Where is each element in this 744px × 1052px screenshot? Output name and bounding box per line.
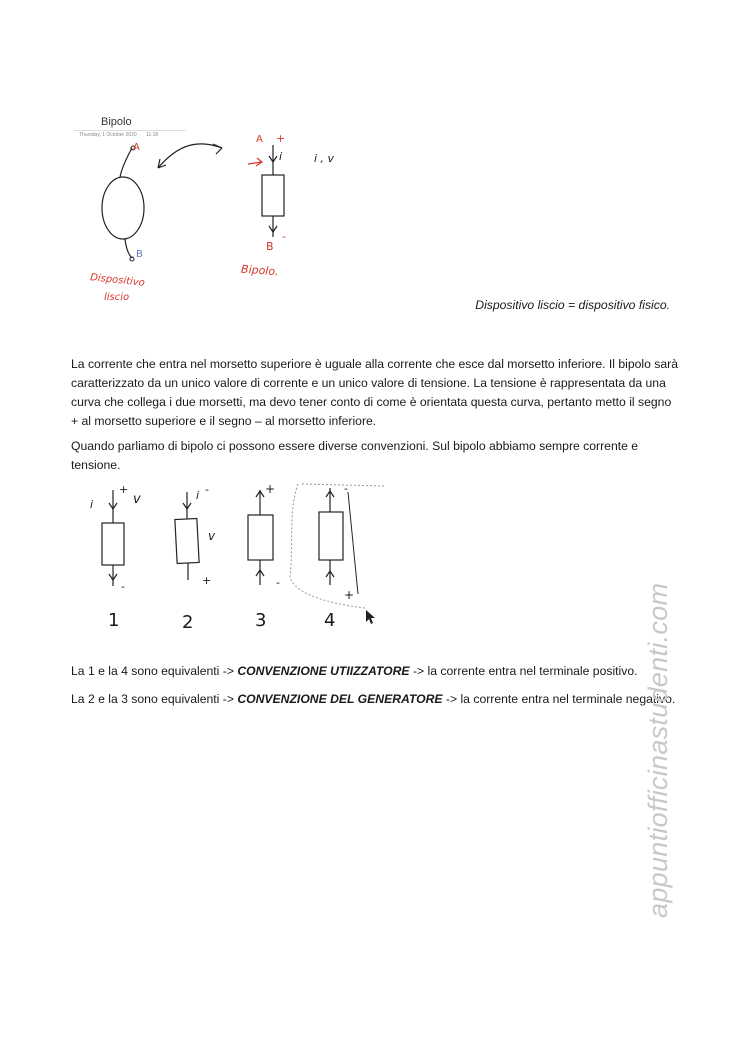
- conv2-plus: +: [202, 574, 212, 587]
- red-current-arrow: [248, 158, 262, 166]
- bipole-label-a: A: [256, 134, 263, 145]
- paragraph-1-text: La corrente che entra nel morsetto superiore è uguale alla corrente che esce dal morsetto inferiore. Il bipolo sarà caratterizzato da un unico valore di corrente e un unico valore di tensione. La tensione è rappresentata da una curva che collega i due morsetti, ma devo tener conto di come è orientata questa curva, pertanto metto il segno + al morsetto superiore e il segno – al morsetto inferiore.: [71, 357, 679, 428]
- conv3-minus: -: [276, 576, 280, 589]
- bipole-rect: [262, 175, 284, 216]
- sketch-title: Bipolo: [101, 116, 132, 128]
- bipole-minus: -: [282, 230, 286, 243]
- bipole-caption: Bipolo.: [240, 262, 280, 279]
- line1-bold: CONVENZIONE UTIIZZATORE: [237, 664, 410, 678]
- conv-number-4: 4: [324, 610, 336, 631]
- device-top-wire: [120, 148, 132, 177]
- voltage-line-4: [348, 492, 358, 594]
- cursor-icon: [366, 610, 375, 624]
- line1-post: -> la corrente entra nel terminale positivo.: [409, 664, 638, 678]
- line2-bold: CONVENZIONE DEL GENERATORE: [237, 692, 443, 706]
- line1-pre: La 1 e la 4 sono equivalenti ->: [71, 664, 238, 678]
- device-caption-2: liscio: [104, 292, 130, 303]
- conv2-v: v: [208, 529, 216, 543]
- paragraph-1: [71, 355, 681, 431]
- device-blob: [102, 177, 144, 239]
- conv2-minus: -: [205, 483, 209, 496]
- conv4-minus: -: [344, 482, 348, 495]
- conv3-plus: +: [265, 482, 276, 496]
- conv-number-2: 2: [182, 612, 194, 633]
- side-label-iv: i , v: [314, 152, 335, 165]
- dotted-selection: [290, 484, 385, 608]
- conv-number-3: 3: [255, 610, 267, 631]
- conv1-plus: +: [119, 483, 129, 496]
- bipole-2: [175, 518, 199, 563]
- conv4-plus: +: [344, 588, 355, 602]
- conv1-i: i: [90, 498, 94, 511]
- conv2-i: i: [196, 489, 200, 502]
- conv1-minus: -: [121, 580, 125, 593]
- device-caption-1: Dispositivo: [89, 272, 146, 289]
- sketch-date: Thursday, 1 October 2020: [79, 132, 137, 138]
- bipole-sketch: [70, 112, 370, 312]
- paragraph-2-text: Quando parliamo di bipolo ci possono essere diverse convenzioni. Sul bipolo abbiamo sempre corrente e tensione.: [71, 439, 639, 472]
- figure-caption: Dispositivo liscio = dispositivo fisico.: [475, 298, 670, 312]
- bipole-4: [319, 512, 343, 560]
- bipole-current-i: i: [279, 150, 283, 163]
- device-bottom-wire: [125, 239, 132, 258]
- watermark: appuntiofficinastudenti.com: [643, 582, 673, 918]
- label-b: B: [136, 249, 143, 260]
- conv1-v: v: [133, 492, 141, 507]
- convention-line-2: [71, 690, 711, 709]
- conventions-drawing: [80, 482, 400, 642]
- paragraph-2: [71, 437, 681, 475]
- conv-number-1: 1: [108, 610, 120, 631]
- double-arrow: [158, 144, 222, 168]
- bipole-3: [248, 515, 273, 560]
- sketch-time: 11:18: [146, 132, 159, 138]
- bipole-1: [102, 523, 124, 565]
- line2-post: -> la corrente entra nel terminale negativo.: [442, 692, 676, 706]
- convention-line-1: [71, 662, 711, 681]
- conventions-sketch: [80, 482, 400, 642]
- line2-pre: La 2 e la 3 sono equivalenti ->: [71, 692, 238, 706]
- bipole-plus: +: [276, 132, 286, 145]
- label-a: A: [133, 142, 140, 153]
- bipole-label-b: B: [266, 240, 274, 253]
